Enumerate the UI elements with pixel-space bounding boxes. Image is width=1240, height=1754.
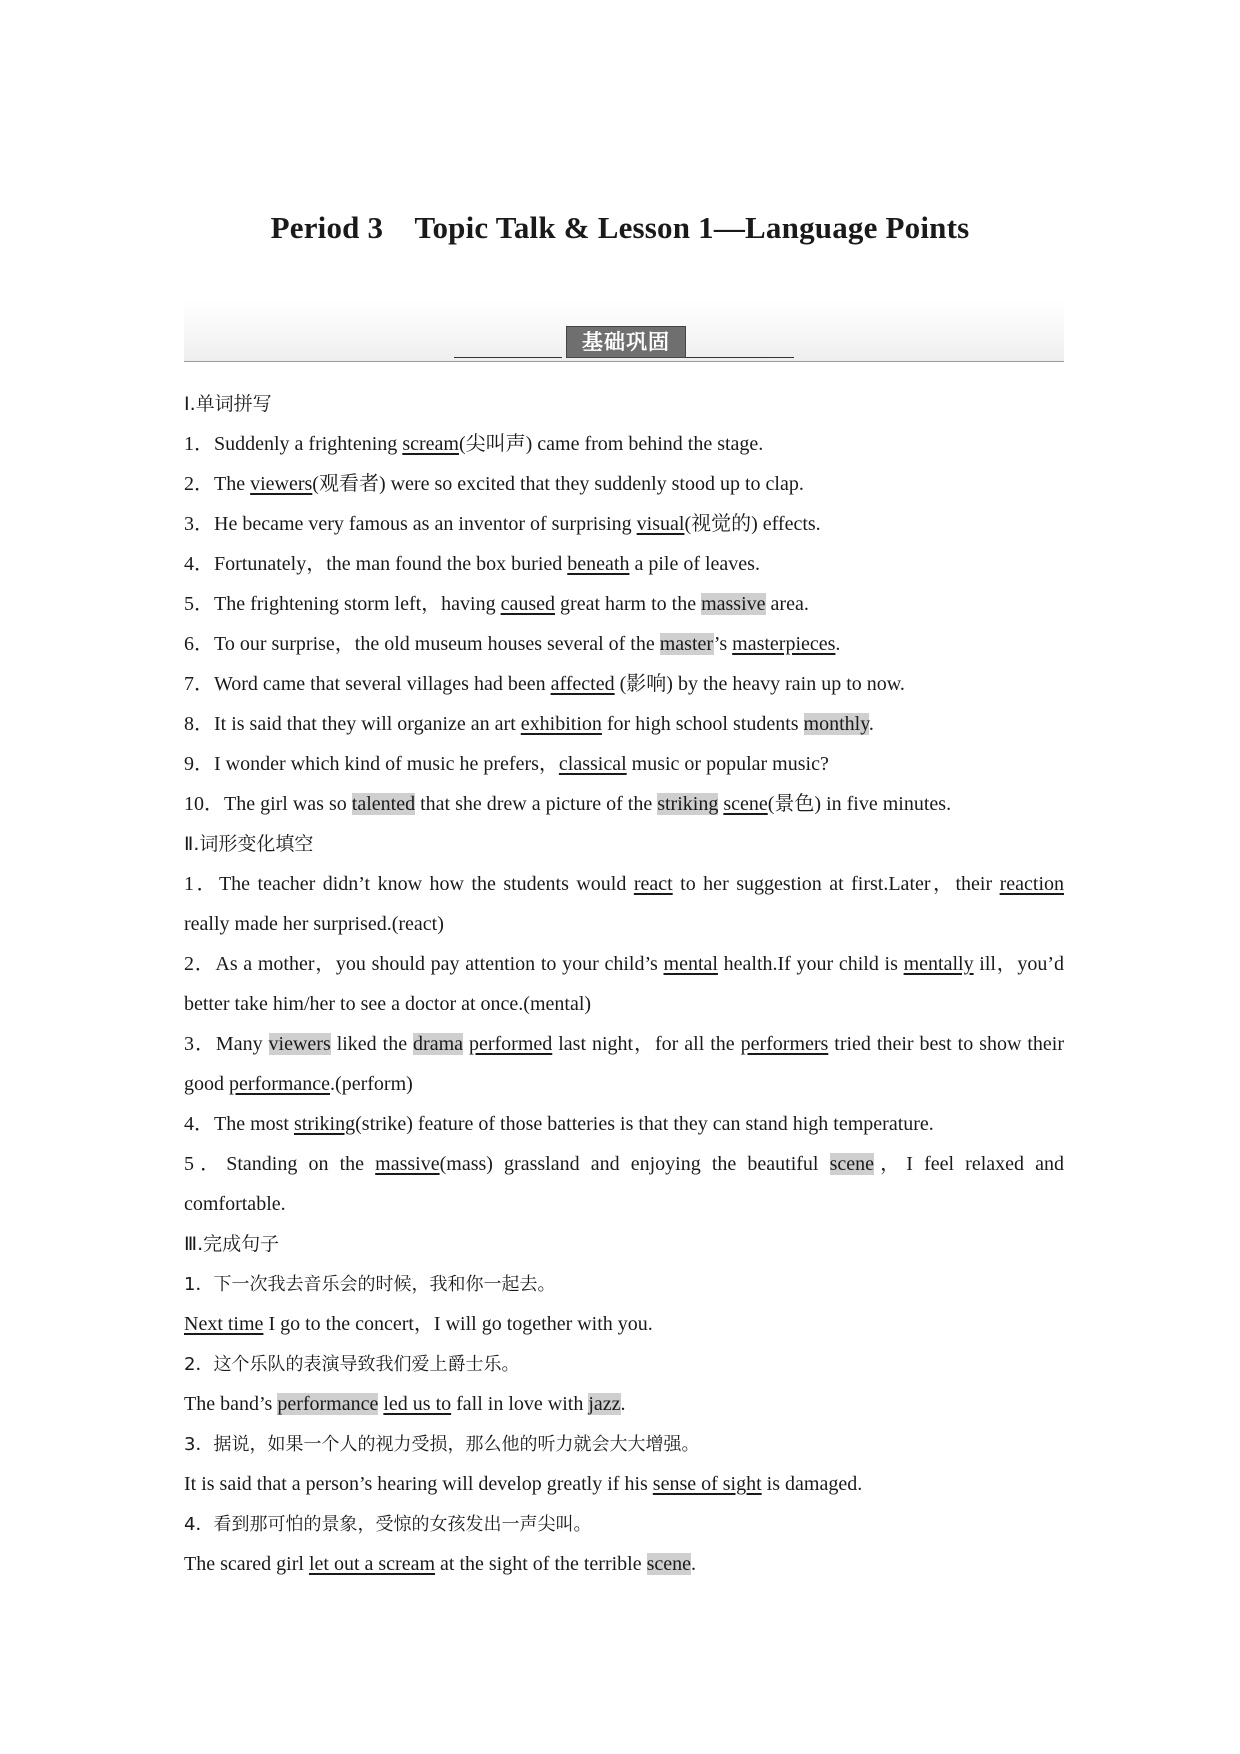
highlighted-word: master — [659, 633, 714, 655]
exercise-item — [184, 1304, 1064, 1344]
highlighted-word: performance — [277, 1393, 379, 1415]
item-text: (景色) in five minutes. — [767, 793, 952, 815]
answer-text: mental — [663, 953, 718, 975]
item-text: really made her surprised.(react) — [184, 913, 444, 935]
item-text: 1．Suddenly a frightening — [184, 433, 403, 455]
item-text: music or popular music? — [626, 753, 829, 775]
item-text: 2．The — [184, 473, 251, 495]
answer-text: massive — [375, 1153, 440, 1175]
item-text: 3．He became very famous as an inventor of surprising — [184, 513, 637, 535]
item-text: (strike) feature of those batteries is that they can stand high temperature. — [355, 1113, 934, 1135]
exercise-item — [184, 1144, 1064, 1224]
item-text: 5．The frightening storm left，having — [184, 593, 501, 615]
section-heading: Ⅱ.词形变化填空 — [184, 833, 314, 855]
section-heading: Ⅰ.单词拼写 — [184, 393, 272, 415]
exercise-content — [184, 384, 1064, 1584]
item-text: 5．Standing on the — [184, 1153, 376, 1175]
answer-text: viewers — [250, 473, 313, 495]
answer-text: masterpieces — [732, 633, 836, 655]
exercise-item — [184, 464, 1064, 504]
answer-text: affected — [550, 673, 615, 695]
item-text: It is said that a person’s hearing will develop greatly if his — [184, 1473, 653, 1495]
exercise-item — [184, 1024, 1064, 1104]
exercise-item — [184, 744, 1064, 784]
exercise-item — [184, 784, 1064, 824]
item-text: at the sight of the terrible — [435, 1553, 647, 1575]
highlighted-word: jazz — [588, 1393, 621, 1415]
answer-text: caused — [500, 593, 556, 615]
item-text: 3．Many — [184, 1033, 269, 1055]
item-text: . — [868, 713, 874, 735]
answer-text: striking — [294, 1113, 356, 1135]
exercise-item — [184, 864, 1064, 944]
item-text: ’s — [713, 633, 733, 655]
item-text: (尖叫声) came from behind the stage. — [458, 433, 764, 455]
answer-text: classical — [558, 753, 627, 775]
answer-text: reaction — [999, 873, 1065, 895]
banner-badge: 基础巩固 — [566, 326, 686, 358]
item-text: 10．The girl was so — [184, 793, 352, 815]
exercise-item — [184, 1384, 1064, 1424]
item-text: 3．据说，如果一个人的视力受损，那么他的听力就会大大增强。 — [184, 1434, 700, 1455]
highlighted-word: drama — [413, 1033, 464, 1055]
exercise-item — [184, 704, 1064, 744]
exercise-item — [184, 624, 1064, 664]
highlighted-word: viewers — [268, 1033, 331, 1055]
exercise-item — [184, 1264, 1064, 1304]
answer-text: visual — [636, 513, 685, 535]
answer-text: performed — [468, 1033, 553, 1055]
answer-text: scene — [723, 793, 768, 815]
answer-text: exhibition — [520, 713, 602, 735]
item-text: ill，you’d better take him/her to see a doctor at once.(mental) — [184, 953, 1065, 1015]
item-text: 2．As a mother，you should pay attention to your child’s — [184, 953, 664, 975]
item-text: 7．Word came that several villages had been — [184, 673, 551, 695]
banner-divider — [184, 361, 1064, 362]
item-text: fall in love with — [451, 1393, 589, 1415]
highlighted-word: scene — [829, 1153, 875, 1175]
banner-left-line — [454, 357, 562, 358]
exercise-item — [184, 1504, 1064, 1544]
answer-text: mentally — [903, 953, 974, 975]
item-text: The scared girl — [184, 1553, 309, 1575]
item-text: (影响) by the heavy rain up to now. — [614, 673, 905, 695]
exercise-item — [184, 544, 1064, 584]
exercise-item — [184, 1464, 1064, 1504]
highlighted-word: monthly — [803, 713, 869, 735]
item-text: 1．The teacher didn’t know how the students would — [184, 873, 634, 895]
highlighted-word: massive — [701, 593, 766, 615]
exercise-item — [184, 584, 1064, 624]
answer-text: let out a scream — [308, 1553, 436, 1575]
item-text: 2．这个乐队的表演导致我们爱上爵士乐。 — [184, 1354, 520, 1375]
answer-text: beneath — [567, 553, 630, 575]
exercise-item — [184, 1344, 1064, 1384]
answer-text: sense of sight — [652, 1473, 762, 1495]
highlighted-word: talented — [351, 793, 416, 815]
item-text: area. — [765, 593, 809, 615]
item-text: 6．To our surprise，the old museum houses several of the — [184, 633, 660, 655]
exercise-item — [184, 504, 1064, 544]
item-text: 4．The most — [184, 1113, 294, 1135]
exercise-item — [184, 944, 1064, 1024]
item-text: 4．看到那可怕的景象，受惊的女孩发出一声尖叫。 — [184, 1514, 592, 1535]
item-text: .(perform) — [330, 1073, 413, 1095]
highlighted-word: scene — [646, 1553, 692, 1575]
answer-text: led us to — [383, 1393, 452, 1415]
answer-text: scream — [402, 433, 459, 455]
item-text: health.If your child is — [717, 953, 904, 975]
item-text: is damaged. — [761, 1473, 863, 1495]
item-text: The band’s — [184, 1393, 278, 1415]
section-heading: Ⅲ.完成句子 — [184, 1233, 280, 1255]
item-text: liked the — [330, 1033, 414, 1055]
item-text: that she drew a picture of the — [415, 793, 658, 815]
item-text: . — [620, 1393, 626, 1415]
item-text: a pile of leaves. — [629, 553, 760, 575]
item-text: (观看者) were so excited that they suddenly stood up to clap. — [312, 473, 804, 495]
item-text: ，I feel relaxed and comfortable. — [184, 1153, 1065, 1215]
item-text: for high school students — [601, 713, 804, 735]
item-text: . — [691, 1553, 697, 1575]
answer-text: performance — [229, 1073, 331, 1095]
exercise-item — [184, 1104, 1064, 1144]
item-text: 8．It is said that they will organize an art — [184, 713, 521, 735]
section-banner — [184, 300, 1064, 362]
answer-text: react — [633, 873, 673, 895]
answer-text: performers — [740, 1033, 829, 1055]
item-text: great harm to the — [555, 593, 702, 615]
item-text: 9．I wonder which kind of music he prefers， — [184, 753, 559, 775]
exercise-item — [184, 1424, 1064, 1464]
item-text: last night，for all the — [552, 1033, 741, 1055]
answer-text: Next time — [184, 1313, 264, 1335]
item-text: to her suggestion at first.Later，their — [672, 873, 1000, 895]
item-text: tried their best to show their good — [184, 1033, 1065, 1095]
item-text: 1．下一次我去音乐会的时候，我和你一起去。 — [184, 1274, 556, 1295]
banner-right-line — [686, 357, 794, 358]
exercise-item — [184, 664, 1064, 704]
item-text: . — [835, 633, 841, 655]
exercise-item — [184, 1544, 1064, 1584]
page-title: Period 3 Topic Talk & Lesson 1—Language Points — [270, 210, 970, 245]
highlighted-word: striking — [657, 793, 719, 815]
exercise-item — [184, 424, 1064, 464]
item-text: (视觉的) effects. — [684, 513, 821, 535]
item-text: 4．Fortunately，the man found the box buried — [184, 553, 568, 575]
item-text: (mass) grassland and enjoying the beautiful — [439, 1153, 830, 1175]
item-text: I go to the concert，I will go together with you. — [263, 1313, 653, 1335]
